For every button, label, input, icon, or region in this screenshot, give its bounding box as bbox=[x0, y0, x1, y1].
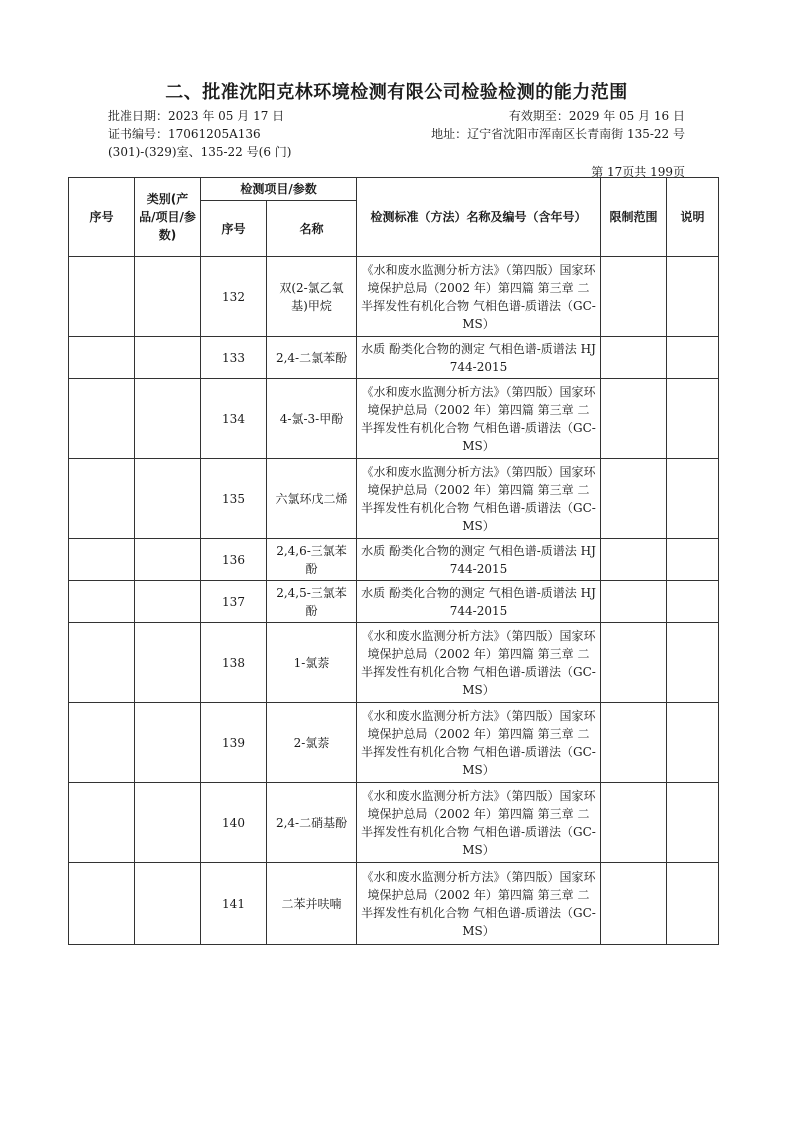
table-row bbox=[69, 863, 719, 945]
header-item-seq: 序号 bbox=[201, 201, 267, 257]
cell-item-seq: 133 bbox=[201, 337, 267, 379]
table-row bbox=[69, 623, 719, 703]
approve-date: 批准日期：2023 年 05 月 17 日 bbox=[108, 109, 285, 123]
cell-limit bbox=[601, 863, 667, 945]
cell-note bbox=[667, 539, 719, 581]
header-seq: 序号 bbox=[69, 178, 135, 257]
table-row bbox=[69, 379, 719, 459]
cell-note bbox=[667, 783, 719, 863]
cell-seq bbox=[69, 539, 135, 581]
cell-note bbox=[667, 459, 719, 539]
cell-seq bbox=[69, 379, 135, 459]
cell-standard: 《水和废水监测分析方法》（第四版）国家环境保护总局（2002 年）第四篇 第三章 二 半挥发性有机化合物 气相色谱-质谱法（GC-MS） bbox=[357, 379, 601, 459]
page-number: 第 17页共 199页 bbox=[591, 165, 685, 179]
cell-limit bbox=[601, 337, 667, 379]
cell-item-seq: 136 bbox=[201, 539, 267, 581]
cell-note bbox=[667, 337, 719, 379]
header-item-group: 检测项目/参数 bbox=[201, 178, 357, 201]
cell-category bbox=[135, 539, 201, 581]
cell-category bbox=[135, 783, 201, 863]
cell-note bbox=[667, 863, 719, 945]
cell-limit bbox=[601, 257, 667, 337]
cell-item-seq: 138 bbox=[201, 623, 267, 703]
cell-seq bbox=[69, 623, 135, 703]
cell-limit bbox=[601, 581, 667, 623]
table-row bbox=[69, 539, 719, 581]
header-item-name: 名称 bbox=[267, 201, 357, 257]
cell-seq bbox=[69, 783, 135, 863]
cell-item-seq: 134 bbox=[201, 379, 267, 459]
cell-standard: 《水和废水监测分析方法》（第四版）国家环境保护总局（2002 年）第四篇 第三章 二 半挥发性有机化合物 气相色谱-质谱法（GC-MS） bbox=[357, 459, 601, 539]
cell-category bbox=[135, 623, 201, 703]
capability-table bbox=[68, 177, 719, 945]
cell-standard: 《水和废水监测分析方法》（第四版）国家环境保护总局（2002 年）第四篇 第三章 二 半挥发性有机化合物 气相色谱-质谱法（GC-MS） bbox=[357, 623, 601, 703]
cell-category bbox=[135, 337, 201, 379]
cell-limit bbox=[601, 379, 667, 459]
cell-item-name: 六氯环戊二烯 bbox=[267, 459, 357, 539]
header-standard: 检测标准（方法）名称及编号（含年号） bbox=[357, 178, 601, 257]
header-note: 说明 bbox=[667, 178, 719, 257]
cell-limit bbox=[601, 783, 667, 863]
table-row bbox=[69, 459, 719, 539]
cell-seq bbox=[69, 459, 135, 539]
cell-seq bbox=[69, 703, 135, 783]
cell-item-name: 2,4,6-三氯苯酚 bbox=[267, 539, 357, 581]
cell-limit bbox=[601, 623, 667, 703]
cell-category bbox=[135, 863, 201, 945]
cell-note bbox=[667, 257, 719, 337]
page-title: 二、批准沈阳克林环境检测有限公司检验检测的能力范围 bbox=[165, 82, 628, 103]
cell-item-seq: 135 bbox=[201, 459, 267, 539]
cell-standard: 《水和废水监测分析方法》（第四版）国家环境保护总局（2002 年）第四篇 第三章 二 半挥发性有机化合物 气相色谱-质谱法（GC-MS） bbox=[357, 703, 601, 783]
cell-seq bbox=[69, 257, 135, 337]
header-category: 类别(产品/项目/参数) bbox=[135, 178, 201, 257]
cell-item-name: 1-氯萘 bbox=[267, 623, 357, 703]
cell-seq bbox=[69, 581, 135, 623]
cell-item-seq: 132 bbox=[201, 257, 267, 337]
address: 地址：辽宁省沈阳市浑南区长青南街 135-22 号 bbox=[431, 127, 685, 141]
cell-item-seq: 140 bbox=[201, 783, 267, 863]
cell-limit bbox=[601, 539, 667, 581]
cell-standard: 水质 酚类化合物的测定 气相色谱-质谱法 HJ 744-2015 bbox=[357, 581, 601, 623]
cell-limit bbox=[601, 703, 667, 783]
cert-number: 证书编号：17061205A136 bbox=[108, 127, 261, 141]
cell-limit bbox=[601, 459, 667, 539]
cell-note bbox=[667, 581, 719, 623]
cell-item-name: 2,4-二氯苯酚 bbox=[267, 337, 357, 379]
table-row bbox=[69, 783, 719, 863]
cell-standard: 水质 酚类化合物的测定 气相色谱-质谱法 HJ 744-2015 bbox=[357, 539, 601, 581]
cell-note bbox=[667, 703, 719, 783]
cell-category bbox=[135, 703, 201, 783]
cell-standard: 《水和废水监测分析方法》（第四版）国家环境保护总局（2002 年）第四篇 第三章 二 半挥发性有机化合物 气相色谱-质谱法（GC-MS） bbox=[357, 783, 601, 863]
cell-standard: 水质 酚类化合物的测定 气相色谱-质谱法 HJ 744-2015 bbox=[357, 337, 601, 379]
cell-item-seq: 139 bbox=[201, 703, 267, 783]
cell-standard: 《水和废水监测分析方法》（第四版）国家环境保护总局（2002 年）第四篇 第三章 二 半挥发性有机化合物 气相色谱-质谱法（GC-MS） bbox=[357, 257, 601, 337]
cell-item-name: 2,4-二硝基酚 bbox=[267, 783, 357, 863]
table-row bbox=[69, 257, 719, 337]
address-continued: (301)-(329)室、135-22 号(6 门) bbox=[108, 145, 292, 159]
cell-note bbox=[667, 379, 719, 459]
cell-seq bbox=[69, 863, 135, 945]
cell-item-seq: 141 bbox=[201, 863, 267, 945]
cell-item-seq: 137 bbox=[201, 581, 267, 623]
table-row bbox=[69, 703, 719, 783]
table-row bbox=[69, 581, 719, 623]
cell-item-name: 4-氯-3-甲酚 bbox=[267, 379, 357, 459]
cell-note bbox=[667, 623, 719, 703]
cell-category bbox=[135, 459, 201, 539]
cell-category bbox=[135, 257, 201, 337]
cell-item-name: 二苯并呋喃 bbox=[267, 863, 357, 945]
cell-category bbox=[135, 379, 201, 459]
table-row bbox=[69, 337, 719, 379]
header-limit: 限制范围 bbox=[601, 178, 667, 257]
cell-item-name: 2-氯萘 bbox=[267, 703, 357, 783]
valid-until: 有效期至：2029 年 05 月 16 日 bbox=[508, 109, 685, 123]
cell-item-name: 2,4,5-三氯苯酚 bbox=[267, 581, 357, 623]
cell-category bbox=[135, 581, 201, 623]
cell-seq bbox=[69, 337, 135, 379]
cell-standard: 《水和废水监测分析方法》（第四版）国家环境保护总局（2002 年）第四篇 第三章 二 半挥发性有机化合物 气相色谱-质谱法（GC-MS） bbox=[357, 863, 601, 945]
cell-item-name: 双(2-氯乙氧基)甲烷 bbox=[267, 257, 357, 337]
